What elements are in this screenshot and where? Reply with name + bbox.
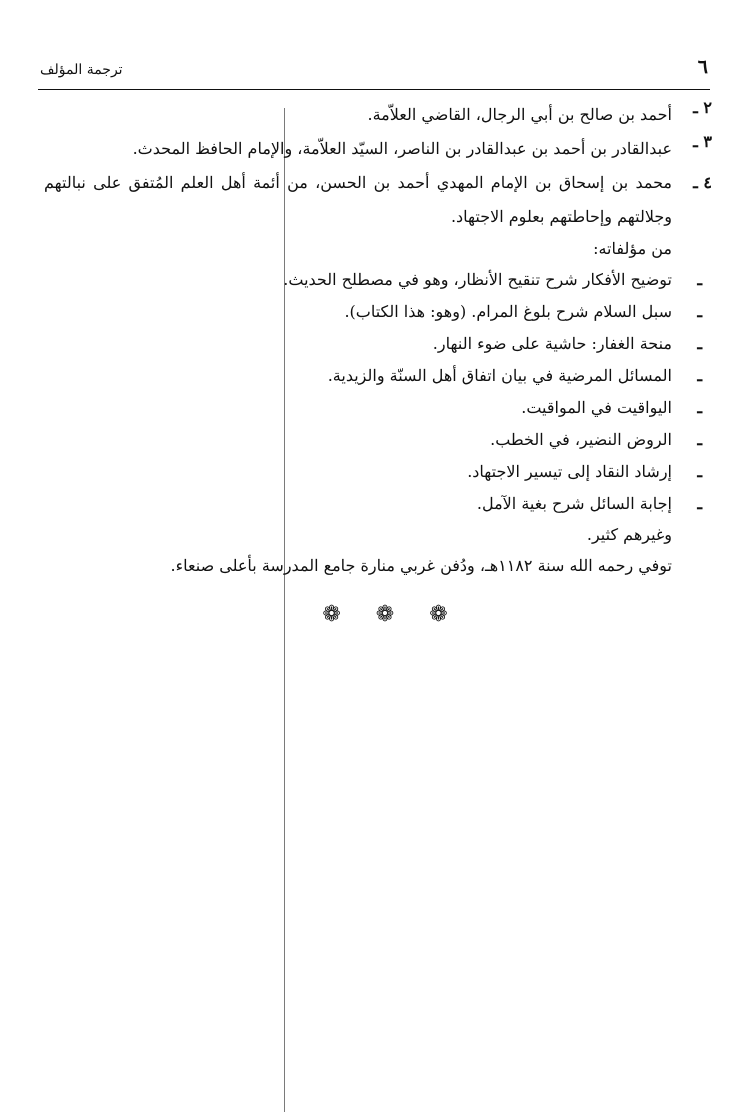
list-dash: ـ bbox=[697, 334, 702, 353]
item-number: ٤ ـ bbox=[693, 173, 712, 192]
numbered-item bbox=[44, 132, 712, 166]
death-note: توفي رحمه الله سنة ١١٨٢هـ، ودُفن غربي منارة جامع المدرسة بأعلى صنعاء. bbox=[170, 556, 672, 575]
item-text: أحمد بن صالح بن أبي الرجال، القاضي العلاّمة. bbox=[367, 105, 672, 124]
works-heading: من مؤلفاته: bbox=[593, 239, 672, 258]
list-dash: ـ bbox=[697, 494, 702, 513]
work-title: منحة الغفار: حاشية على ضوء النهار. bbox=[432, 334, 672, 353]
list-dash: ـ bbox=[697, 430, 702, 449]
section-ornament: ❁ ❁ ❁ bbox=[322, 602, 462, 627]
work-title: إرشاد النقاد إلى تيسير الاجتهاد. bbox=[467, 462, 672, 481]
work-item bbox=[44, 392, 712, 424]
list-dash: ـ bbox=[697, 302, 702, 321]
page-body bbox=[44, 98, 712, 627]
item-number: ٢ ـ bbox=[693, 98, 712, 117]
work-title: المسائل المرضية في بيان اتفاق أهل السنّة والزيدية. bbox=[327, 366, 672, 385]
page-number: ٦ bbox=[697, 56, 708, 78]
page-header bbox=[38, 56, 710, 82]
header-rule bbox=[38, 89, 710, 90]
work-item bbox=[44, 264, 712, 296]
work-title: توضيح الأفكار شرح تنقيح الأنظار، وهو في مصطلح الحديث. bbox=[283, 270, 672, 289]
list-dash: ـ bbox=[697, 270, 702, 289]
work-item bbox=[44, 488, 712, 520]
work-title: إجابة السائل شرح بغية الآمل. bbox=[476, 494, 672, 513]
others-note: وغيرهم كثير. bbox=[586, 525, 672, 544]
work-title: سبل السلام شرح بلوغ المرام. (وهو: هذا الكتاب). bbox=[344, 302, 672, 321]
running-title: ترجمة المؤلف bbox=[40, 62, 123, 78]
work-item bbox=[44, 424, 712, 456]
list-dash: ـ bbox=[697, 398, 702, 417]
item-number: ٣ ـ bbox=[693, 132, 712, 151]
item-text: محمد بن إسحاق بن الإمام المهدي أحمد بن الحسن، من أئمة أهل العلم المُتفق على نبالتهم وجلالتهم وإحاطتهم بعلوم الاجتهاد. bbox=[44, 173, 672, 226]
numbered-item bbox=[44, 166, 712, 234]
item-text: عبدالقادر بن أحمد بن عبدالقادر بن الناصر، السيّد العلاّمة، والإمام الحافظ المحدث. bbox=[132, 139, 672, 158]
work-title: الروض النضير، في الخطب. bbox=[490, 430, 672, 449]
work-item bbox=[44, 360, 712, 392]
work-item bbox=[44, 296, 712, 328]
work-item bbox=[44, 328, 712, 360]
numbered-item bbox=[44, 98, 712, 132]
work-item bbox=[44, 456, 712, 488]
list-dash: ـ bbox=[697, 462, 702, 481]
list-dash: ـ bbox=[697, 366, 702, 385]
work-title: اليواقيت في المواقيت. bbox=[521, 398, 672, 417]
